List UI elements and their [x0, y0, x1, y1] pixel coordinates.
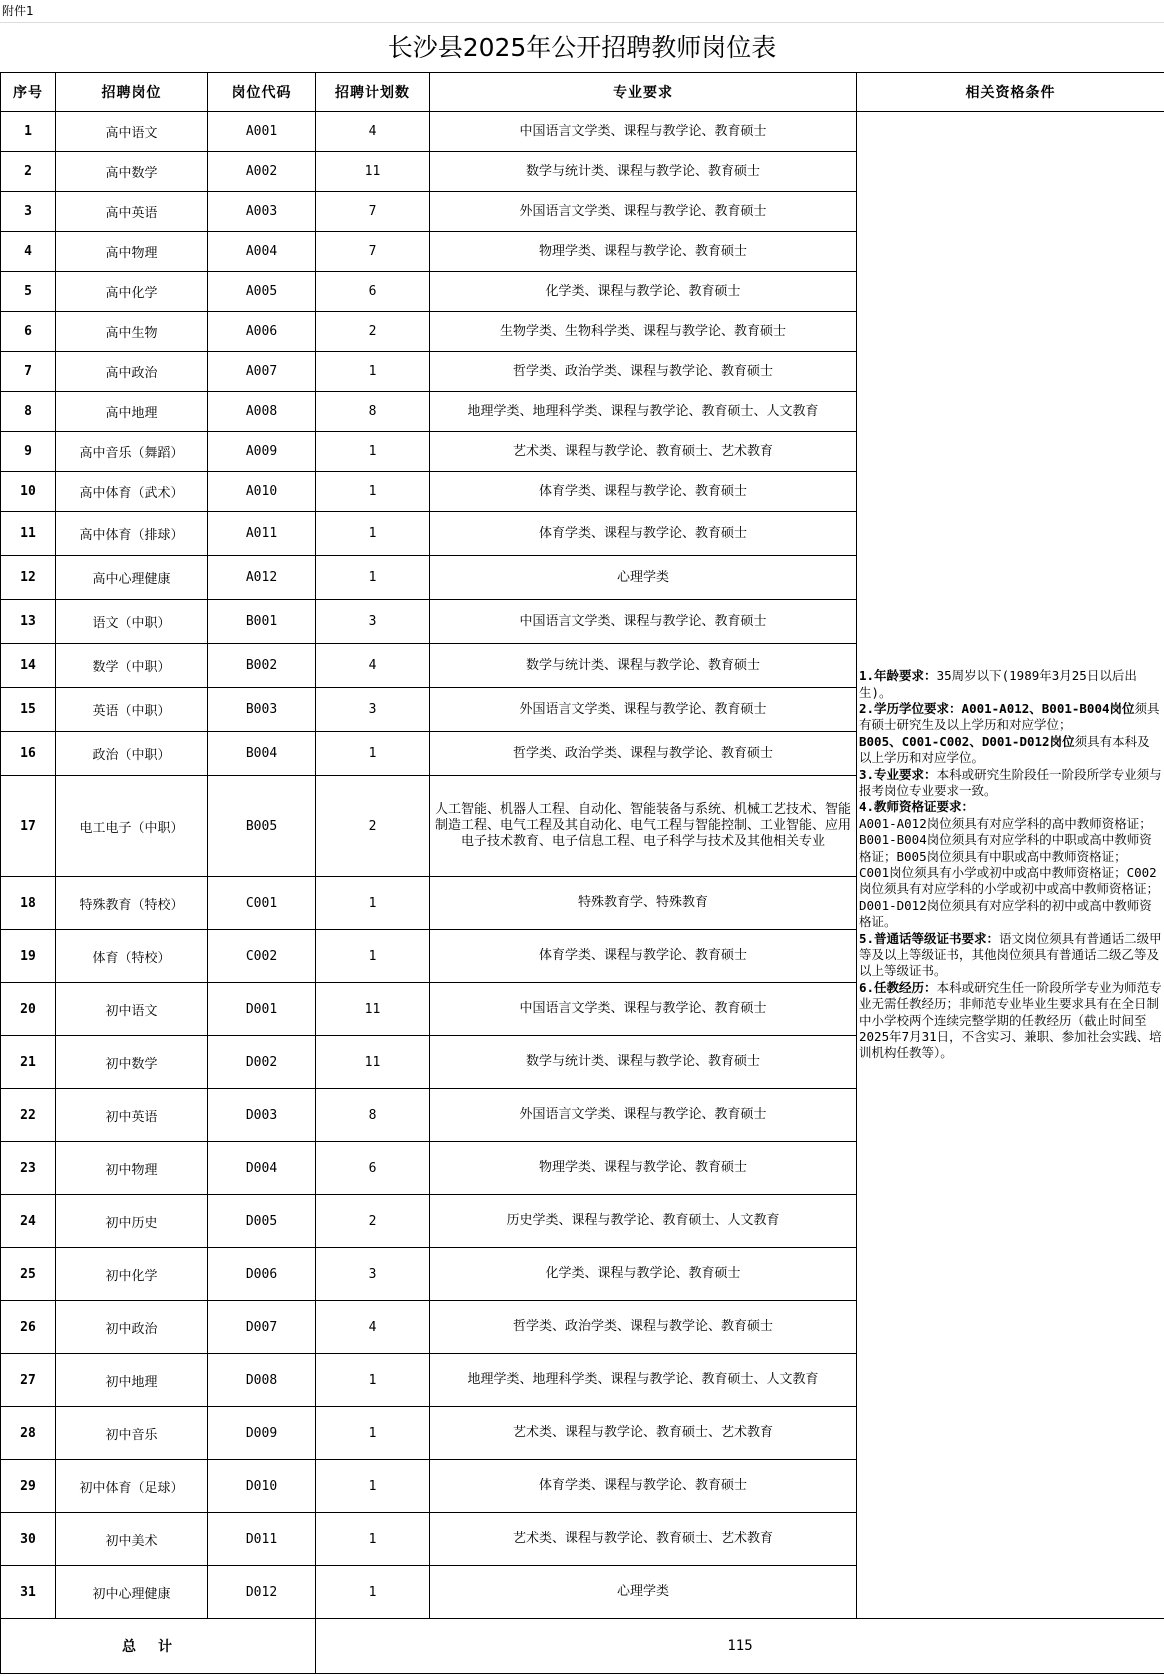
- row-position: 高中体育（排球）: [56, 512, 208, 556]
- row-code: D004: [208, 1142, 316, 1195]
- row-position: 英语（中职）: [56, 688, 208, 732]
- total-label: 总计: [1, 1619, 316, 1674]
- row-code: A010: [208, 472, 316, 512]
- row-position: 高中体育（武术）: [56, 472, 208, 512]
- row-code: A011: [208, 512, 316, 556]
- row-no: 16: [1, 732, 56, 776]
- qualification-cell: [857, 112, 1164, 1619]
- qualification-text: 语文岗位须具有普通话二级甲等及以上等级证书，其他岗位须具有普通话二级乙等及以上等级证书。: [859, 930, 1162, 979]
- header-no: 序号: [1, 73, 56, 112]
- row-position: 初中美术: [56, 1513, 208, 1566]
- row-major: 哲学类、政治学类、课程与教学论、教育硕士: [430, 1301, 857, 1354]
- qualification-item: [859, 799, 1162, 815]
- row-code: D011: [208, 1513, 316, 1566]
- row-no: 5: [1, 272, 56, 312]
- qualification-item: [859, 980, 1162, 1062]
- row-code: A009: [208, 432, 316, 472]
- qualification-text: 须具有硕士研究生及以上学历和对应学位；: [859, 700, 1160, 733]
- row-major: 历史学类、课程与教学论、教育硕士、人文教育: [430, 1195, 857, 1248]
- row-position: 高中化学: [56, 272, 208, 312]
- row-position: 高中数学: [56, 152, 208, 192]
- row-plan: 3: [316, 688, 430, 732]
- row-major: 心理学类: [430, 556, 857, 600]
- qualification-item: [859, 767, 1162, 800]
- qualification-item: [859, 734, 1162, 767]
- row-major: 体育学类、课程与教学论、教育硕士: [430, 1460, 857, 1513]
- row-no: 19: [1, 930, 56, 983]
- row-no: 15: [1, 688, 56, 732]
- row-position: 初中化学: [56, 1248, 208, 1301]
- row-major: 哲学类、政治学类、课程与教学论、教育硕士: [430, 732, 857, 776]
- qualification-item: [859, 832, 1162, 865]
- row-major: 特殊教育学、特殊教育: [430, 877, 857, 930]
- row-no: 11: [1, 512, 56, 556]
- row-no: 27: [1, 1354, 56, 1407]
- row-position: 高中物理: [56, 232, 208, 272]
- row-code: C001: [208, 877, 316, 930]
- header-major: 专业要求: [430, 73, 857, 112]
- row-plan: 6: [316, 1142, 430, 1195]
- row-code: D006: [208, 1248, 316, 1301]
- row-code: A002: [208, 152, 316, 192]
- row-plan: 4: [316, 644, 430, 688]
- row-no: 30: [1, 1513, 56, 1566]
- row-position: 政治（中职）: [56, 732, 208, 776]
- row-major: 体育学类、课程与教学论、教育硕士: [430, 472, 857, 512]
- row-position: 体育（特校）: [56, 930, 208, 983]
- row-major: 物理学类、课程与教学论、教育硕士: [430, 232, 857, 272]
- row-position: 初中物理: [56, 1142, 208, 1195]
- row-code: A006: [208, 312, 316, 352]
- qualification-item: [859, 898, 1162, 931]
- row-position: 初中历史: [56, 1195, 208, 1248]
- row-no: 4: [1, 232, 56, 272]
- row-plan: 2: [316, 1195, 430, 1248]
- row-code: A008: [208, 392, 316, 432]
- row-position: 高中政治: [56, 352, 208, 392]
- qualification-item: [859, 931, 1162, 980]
- row-position: 高中英语: [56, 192, 208, 232]
- row-no: 2: [1, 152, 56, 192]
- row-no: 13: [1, 600, 56, 644]
- row-major: 数学与统计类、课程与教学论、教育硕士: [430, 152, 857, 192]
- qualification-text: C001岗位须具有小学或初中或高中教师资格证；C002岗位须具有对应学科的小学或初中或高中教师资格证；: [859, 865, 1160, 897]
- qualification-heading: 6.任教经历：: [859, 979, 937, 995]
- row-major: 地理学类、地理科学类、课程与教学论、教育硕士、人文教育: [430, 1354, 857, 1407]
- qualification-heading: 1.年龄要求：: [859, 668, 937, 684]
- row-code: D008: [208, 1354, 316, 1407]
- row-major: 中国语言文学类、课程与教学论、教育硕士: [430, 112, 857, 152]
- row-plan: 1: [316, 1460, 430, 1513]
- row-major: 地理学类、地理科学类、课程与教学论、教育硕士、人文教育: [430, 392, 857, 432]
- row-code: D003: [208, 1089, 316, 1142]
- row-major: 体育学类、课程与教学论、教育硕士: [430, 930, 857, 983]
- row-code: B005: [208, 776, 316, 877]
- row-plan: 11: [316, 983, 430, 1036]
- qualification-text: B001-B004岗位须具有对应学科的中职或高中教师资格证；B005岗位须具有中职或高中教师资格证；: [859, 832, 1152, 864]
- header-code: 岗位代码: [208, 73, 316, 112]
- page-title: 长沙县2025年公开招聘教师岗位表: [0, 22, 1164, 73]
- row-code: A003: [208, 192, 316, 232]
- row-position: 初中地理: [56, 1354, 208, 1407]
- qualification-heading: B005、C001-C002、D001-D012岗位: [859, 733, 1075, 749]
- row-code: D010: [208, 1460, 316, 1513]
- row-plan: 2: [316, 776, 430, 877]
- qualification-text: D001-D012岗位须具有对应学科的初中或高中教师资格证。: [859, 897, 1152, 930]
- header-plan: 招聘计划数: [316, 73, 430, 112]
- row-major: 中国语言文学类、课程与教学论、教育硕士: [430, 600, 857, 644]
- row-plan: 11: [316, 152, 430, 192]
- row-no: 1: [1, 112, 56, 152]
- qualification-heading: 3.专业要求：: [859, 766, 937, 782]
- row-major: 外国语言文学类、课程与教学论、教育硕士: [430, 192, 857, 232]
- row-no: 26: [1, 1301, 56, 1354]
- header-position: 招聘岗位: [56, 73, 208, 112]
- row-no: 22: [1, 1089, 56, 1142]
- row-plan: 1: [316, 1513, 430, 1566]
- row-code: A005: [208, 272, 316, 312]
- row-no: 10: [1, 472, 56, 512]
- row-no: 3: [1, 192, 56, 232]
- header-qualification: 相关资格条件: [857, 73, 1164, 112]
- row-code: B002: [208, 644, 316, 688]
- row-code: A001: [208, 112, 316, 152]
- row-plan: 1: [316, 877, 430, 930]
- row-major: 艺术类、课程与教学论、教育硕士、艺术教育: [430, 1513, 857, 1566]
- row-plan: 2: [316, 312, 430, 352]
- row-code: B003: [208, 688, 316, 732]
- row-position: 初中语文: [56, 983, 208, 1036]
- row-position: 数学（中职）: [56, 644, 208, 688]
- qualification-item: [859, 668, 1162, 701]
- row-plan: 4: [316, 1301, 430, 1354]
- row-major: 数学与统计类、课程与教学论、教育硕士: [430, 1036, 857, 1089]
- row-position: 语文（中职）: [56, 600, 208, 644]
- total-row: [1, 1619, 1164, 1674]
- row-code: B001: [208, 600, 316, 644]
- row-no: 31: [1, 1566, 56, 1619]
- row-plan: 3: [316, 1248, 430, 1301]
- row-no: 25: [1, 1248, 56, 1301]
- table-body: [1, 112, 1164, 1619]
- row-plan: 7: [316, 232, 430, 272]
- row-code: D002: [208, 1036, 316, 1089]
- row-plan: 4: [316, 112, 430, 152]
- row-position: 电工电子（中职）: [56, 776, 208, 877]
- qualification-text: A001-A012岗位须具有对应学科的高中教师资格证；: [859, 815, 1152, 831]
- row-major: 体育学类、课程与教学论、教育硕士: [430, 512, 857, 556]
- row-plan: 1: [316, 512, 430, 556]
- qualification-item: [859, 816, 1162, 832]
- row-no: 18: [1, 877, 56, 930]
- row-plan: 1: [316, 472, 430, 512]
- row-plan: 8: [316, 1089, 430, 1142]
- row-plan: 1: [316, 1566, 430, 1619]
- row-no: 29: [1, 1460, 56, 1513]
- row-major: 化学类、课程与教学论、教育硕士: [430, 1248, 857, 1301]
- row-major: 外国语言文学类、课程与教学论、教育硕士: [430, 1089, 857, 1142]
- row-code: B004: [208, 732, 316, 776]
- row-code: D007: [208, 1301, 316, 1354]
- row-major: 物理学类、课程与教学论、教育硕士: [430, 1142, 857, 1195]
- attachment-label: 附件1: [2, 4, 34, 18]
- row-position: 高中地理: [56, 392, 208, 432]
- qualification-heading: 4.教师资格证要求：: [859, 799, 975, 815]
- row-major: 中国语言文学类、课程与教学论、教育硕士: [430, 983, 857, 1036]
- row-code: D001: [208, 983, 316, 1036]
- row-no: 8: [1, 392, 56, 432]
- row-no: 7: [1, 352, 56, 392]
- row-position: 高中生物: [56, 312, 208, 352]
- row-plan: 3: [316, 600, 430, 644]
- row-plan: 1: [316, 556, 430, 600]
- row-plan: 6: [316, 272, 430, 312]
- qualification-heading: 2.学历学位要求：A001-A012、B001-B004岗位: [859, 700, 1135, 716]
- row-code: A012: [208, 556, 316, 600]
- row-code: A004: [208, 232, 316, 272]
- row-major: 生物学类、生物科学类、课程与教学论、教育硕士: [430, 312, 857, 352]
- row-position: 初中心理健康: [56, 1566, 208, 1619]
- positions-table: [0, 72, 1164, 1674]
- row-plan: 1: [316, 1354, 430, 1407]
- row-plan: 1: [316, 352, 430, 392]
- row-position: 特殊教育（特校）: [56, 877, 208, 930]
- row-major: 艺术类、课程与教学论、教育硕士、艺术教育: [430, 432, 857, 472]
- qualification-heading: 5.普通话等级证书要求：: [859, 930, 1000, 946]
- header-row: [1, 73, 1164, 112]
- row-major: 心理学类: [430, 1566, 857, 1619]
- row-no: 6: [1, 312, 56, 352]
- row-position: 初中政治: [56, 1301, 208, 1354]
- row-no: 17: [1, 776, 56, 877]
- row-no: 12: [1, 556, 56, 600]
- qualification-text: 本科或研究生任一阶段所学专业为师范专业无需任教经历；非师范专业毕业生要求具有在全日制中小学校两个连续完整学期的任教经历（截止时间至2025年7月31日，不含实习、兼职、参加社会实践、培训机构任教等）。: [859, 979, 1162, 1061]
- row-code: D012: [208, 1566, 316, 1619]
- row-code: A007: [208, 352, 316, 392]
- row-plan: 8: [316, 392, 430, 432]
- row-code: C002: [208, 930, 316, 983]
- row-no: 28: [1, 1407, 56, 1460]
- row-no: 24: [1, 1195, 56, 1248]
- row-no: 14: [1, 644, 56, 688]
- row-position: 高中心理健康: [56, 556, 208, 600]
- row-no: 9: [1, 432, 56, 472]
- row-plan: 1: [316, 930, 430, 983]
- row-plan: 1: [316, 732, 430, 776]
- row-no: 20: [1, 983, 56, 1036]
- table-row: [1, 112, 1164, 152]
- row-major: 人工智能、机器人工程、自动化、智能装备与系统、机械工艺技术、智能制造工程、电气工程及其自动化、电气工程与智能控制、工业智能、应用电子技术教育、电子信息工程、电子科学与技术及其他相关专业: [430, 776, 857, 877]
- row-position: 初中英语: [56, 1089, 208, 1142]
- row-plan: 1: [316, 432, 430, 472]
- row-position: 初中体育（足球）: [56, 1460, 208, 1513]
- qualification-text: 须具有本科及以上学历和对应学位。: [859, 733, 1150, 766]
- qualification-text: 35周岁以下(1989年3月25日以后出生)。: [859, 668, 1137, 700]
- qualification-item: [859, 701, 1162, 734]
- row-code: D005: [208, 1195, 316, 1248]
- row-major: 化学类、课程与教学论、教育硕士: [430, 272, 857, 312]
- row-position: 高中音乐（舞蹈）: [56, 432, 208, 472]
- row-major: 艺术类、课程与教学论、教育硕士、艺术教育: [430, 1407, 857, 1460]
- row-major: 数学与统计类、课程与教学论、教育硕士: [430, 644, 857, 688]
- qualification-text: 本科或研究生阶段任一阶段所学专业须与报考岗位专业要求一致。: [859, 766, 1162, 798]
- row-no: 21: [1, 1036, 56, 1089]
- row-position: 初中数学: [56, 1036, 208, 1089]
- row-position: 初中音乐: [56, 1407, 208, 1460]
- total-value: 115: [316, 1619, 1164, 1674]
- row-plan: 1: [316, 1407, 430, 1460]
- row-major: 哲学类、政治学类、课程与教学论、教育硕士: [430, 352, 857, 392]
- row-no: 23: [1, 1142, 56, 1195]
- row-position: 高中语文: [56, 112, 208, 152]
- row-plan: 7: [316, 192, 430, 232]
- row-code: D009: [208, 1407, 316, 1460]
- qualification-item: [859, 865, 1162, 898]
- row-plan: 11: [316, 1036, 430, 1089]
- row-major: 外国语言文学类、课程与教学论、教育硕士: [430, 688, 857, 732]
